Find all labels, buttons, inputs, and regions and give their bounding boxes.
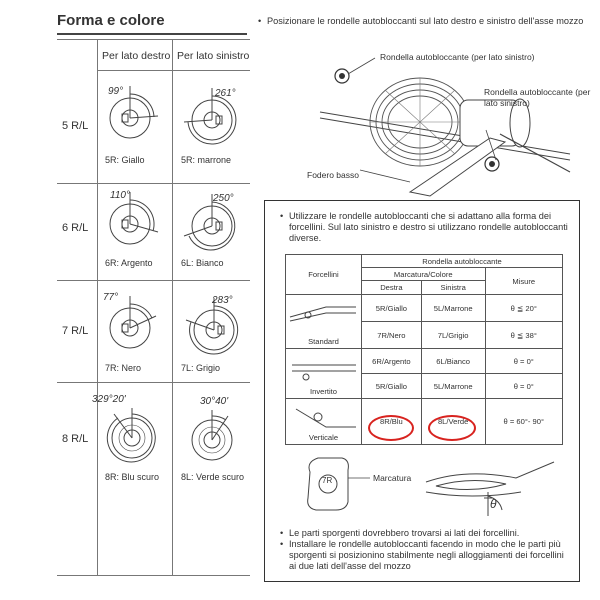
row-label-5rl: 5 R/L [62,120,89,132]
bottom-note-2: • Installare le rondelle autobloccanti facendo in modo che le parti più sporgenti si posizionino stabilmente negli alloggiamenti dei forcellini ai due lati dell'asse del mozzo [280,539,564,571]
cell-misure: θ ≦ 20° [485,295,562,322]
cell-destra: 5R/Giallo [361,295,421,322]
row-label-6rl: 6 R/L [62,222,89,234]
table-col-divider-1 [97,39,98,575]
fork-standard-cell [286,295,362,349]
cell-misure: θ = 0° [485,349,562,374]
bottom-note-1: • Le parti sporgenti dovrebbero trovarsi ai lati dei forcellini. [280,528,520,538]
fork-label-verticale: Verticale [308,433,339,442]
title-underline [57,33,247,35]
table-col-divider-2 [172,39,173,575]
col-header-destra: Destra [361,281,421,295]
marking-label: Marcatura [373,473,412,483]
fork-verticale-cell [286,399,362,445]
top-instruction: • Posizionare le rondelle autobloccanti sul lato destro e sinistro dell'asse mozzo [258,16,584,26]
angle-label-7r: 77° [103,292,119,303]
page-title: Forma e colore [57,12,165,29]
washer-mark-7r: 7R [322,476,333,485]
cell-destra: 5R/Giallo [361,374,421,399]
header-left-side: Per lato sinistro [177,50,250,62]
callout-left-washer: Rondella autobloccante (per lato sinistro) [380,52,535,62]
washer-diagram-6l [176,186,248,264]
highlight-circle-8l [428,415,476,441]
angle-label-5r: 99° [108,86,124,97]
table-top-rule [57,39,250,40]
angle-label-8r: 329°20' [92,394,126,405]
angle-label-7l: 283° [212,295,233,306]
fork-invertito-cell [286,349,362,399]
row-divider-3 [57,382,250,383]
row-divider-2 [57,280,250,281]
table-row [286,349,563,374]
washer-detail-illustration [296,452,566,524]
cell-sinistra-highlighted: 8L/Verde [421,399,485,445]
cell-sinistra: 5L/Marrone [421,374,485,399]
bullet-dot: • [280,211,284,221]
caption-5r: 5R: Giallo [105,155,145,165]
col-header-forcellini: Forcellini [286,255,362,295]
callout-right-washer: Rondella autobloccante (per lato sinistro) [484,87,591,108]
washer-diagram-8l [176,400,248,478]
angle-label-6l: 250° [213,193,234,204]
caption-5l: 5R: marrone [181,155,232,165]
cell-sinistra: 7L/Grigio [421,322,485,349]
spec-table [285,254,563,445]
row-divider-1 [57,183,250,184]
angle-label-5l: 261° [215,88,236,99]
caption-6r: 6R: Argento [105,258,153,268]
table-row [286,295,563,322]
bullet-dot: • [280,528,284,538]
highlight-circle-8r [368,415,414,441]
header-rule [97,70,250,71]
cell-destra: 6R/Argento [361,349,421,374]
callout-fork: Fodero basso [307,170,359,180]
fork-verticale-sketch [286,403,360,433]
fork-label-standard: Standard [308,337,339,346]
table-bottom-rule [57,575,250,576]
bullet-dot: • [280,539,284,549]
caption-7l: 7L: Grigio [181,363,221,373]
box-instruction: • Utilizzare le rondelle autobloccanti che si adattano alla forma dei forcellini. Sul lato sinistro e destro si utilizzano rondelle autobloccanti diverse. [280,211,568,243]
row-label-8rl: 8 R/L [62,433,89,445]
cell-misure: θ = 60°- 90° [485,399,562,445]
cell-sinistra: 5L/Marrone [421,295,485,322]
header-right-side: Per lato destro [102,50,171,62]
col-header-misure: Misure [485,268,562,295]
col-header-sinistra: Sinistra [421,281,485,295]
table-row [286,399,563,445]
caption-8l: 8L: Verde scuro [181,472,245,482]
caption-6l: 6L: Bianco [181,258,224,268]
cell-destra: 7R/Nero [361,322,421,349]
angle-label-6r: 110° [110,190,130,201]
col-header-group: Rondella autobloccante [361,255,562,268]
theta-label: θ [490,497,497,511]
bullet-dot: • [258,16,262,26]
washer-diagram-5l [176,80,248,158]
cell-misure: θ = 0° [485,374,562,399]
angle-label-8l: 30°40' [200,396,229,407]
washer-diagram-8r [100,400,172,478]
cell-sinistra: 6L/Bianco [421,349,485,374]
cell-misure: θ ≦ 38° [485,322,562,349]
fork-standard-sketch [286,297,360,337]
fork-label-invertito: Invertito [309,387,337,396]
col-header-subgroup: Marcatura/Colore [361,268,485,281]
caption-7r: 7R: Nero [105,363,142,373]
row-label-7rl: 7 R/L [62,325,89,337]
fork-invertito-sketch [286,353,360,387]
caption-8r: 8R: Blu scuro [105,472,160,482]
cell-destra-highlighted: 8R/Blu [361,399,421,445]
